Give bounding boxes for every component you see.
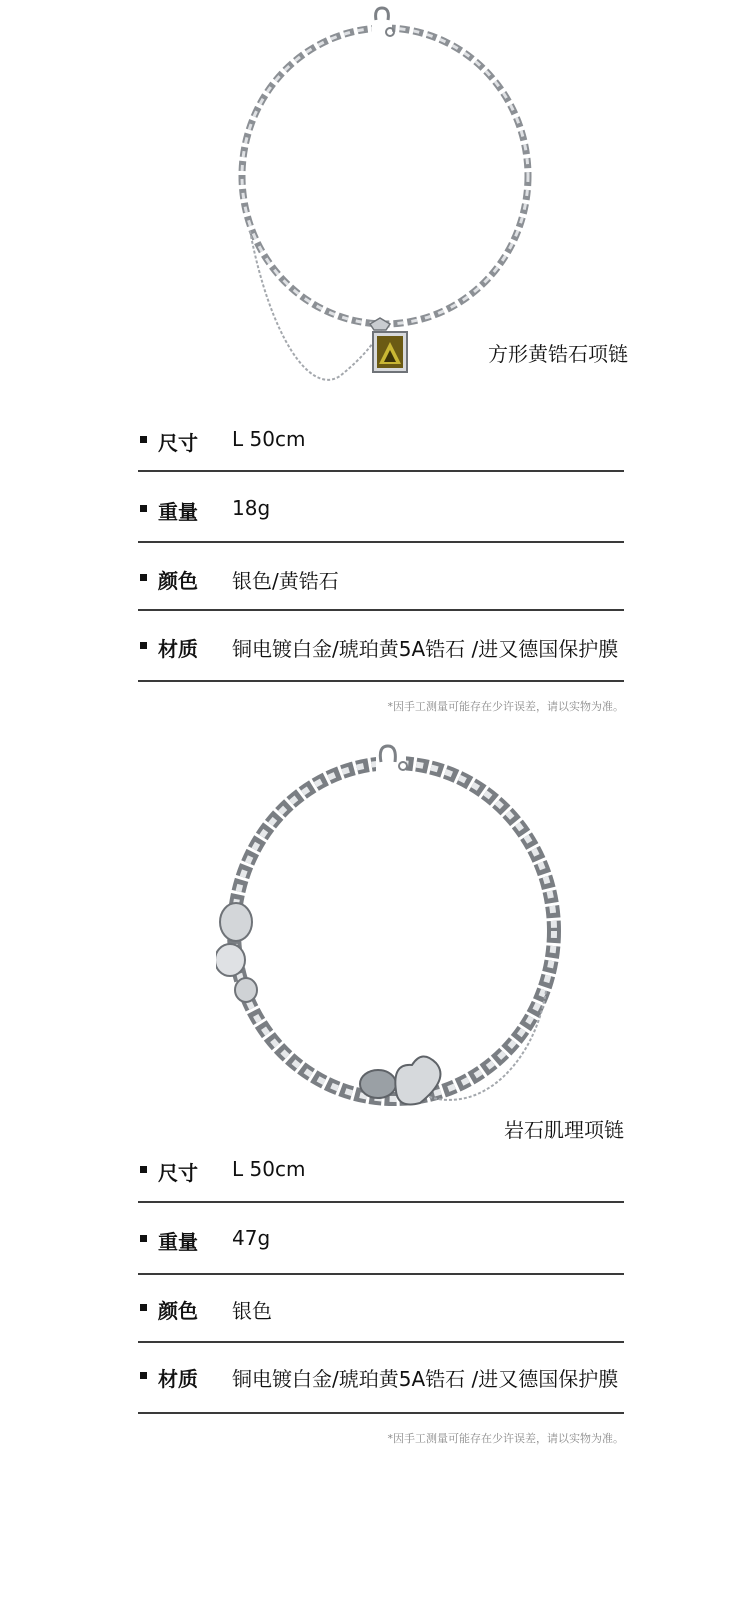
product-name: 岩石肌理项链	[504, 1118, 624, 1142]
measurement-note: *因手工测量可能存在少许误差，请以实物为准。	[387, 700, 624, 713]
divider	[138, 609, 624, 611]
product-section-2	[0, 730, 750, 1619]
spec-row-size	[138, 1151, 624, 1191]
bullet-icon	[140, 505, 147, 512]
spec-label: 材质	[158, 637, 198, 661]
spec-value: L 50cm	[232, 1157, 306, 1181]
spec-label: 尺寸	[158, 1161, 198, 1185]
spec-label: 颜色	[158, 569, 198, 593]
spec-row-weight	[138, 1220, 624, 1260]
bullet-icon	[140, 642, 147, 649]
spec-value: 银色/黄锆石	[232, 569, 339, 593]
divider	[138, 1412, 624, 1414]
spec-value: 铜电镀白金/琥珀黄5A锆石 /进又德国保护膜	[232, 1367, 619, 1391]
divider	[138, 1201, 624, 1203]
spec-value: 银色	[232, 1299, 272, 1323]
spec-label: 材质	[158, 1367, 198, 1391]
spec-row-color	[138, 1289, 624, 1329]
necklace-rock-texture-icon	[216, 736, 566, 1116]
spec-value: 18g	[232, 496, 271, 520]
spec-row-color	[138, 559, 624, 599]
spec-label: 尺寸	[158, 431, 198, 455]
spec-label: 颜色	[158, 1299, 198, 1323]
spec-value: 47g	[232, 1226, 271, 1250]
divider	[138, 1341, 624, 1343]
divider	[138, 541, 624, 543]
spec-label: 重量	[158, 500, 198, 524]
divider	[138, 680, 624, 682]
spec-row-weight	[138, 490, 624, 530]
spec-label: 重量	[158, 1230, 198, 1254]
spec-value: L 50cm	[232, 427, 306, 451]
product-name: 方形黄锆石项链	[488, 342, 628, 366]
divider	[138, 470, 624, 472]
divider	[138, 1273, 624, 1275]
bullet-icon	[140, 1304, 147, 1311]
spec-row-size	[138, 421, 624, 461]
bullet-icon	[140, 436, 147, 443]
bullet-icon	[140, 1372, 147, 1379]
measurement-note: *因手工测量可能存在少许误差，请以实物为准。	[387, 1432, 624, 1445]
product-section-1	[0, 0, 750, 730]
bullet-icon	[140, 1235, 147, 1242]
spec-row-material	[138, 1357, 624, 1397]
spec-value: 铜电镀白金/琥珀黄5A锆石 /进又德国保护膜	[232, 637, 619, 661]
bullet-icon	[140, 574, 147, 581]
bullet-icon	[140, 1166, 147, 1173]
spec-row-material	[138, 627, 624, 667]
